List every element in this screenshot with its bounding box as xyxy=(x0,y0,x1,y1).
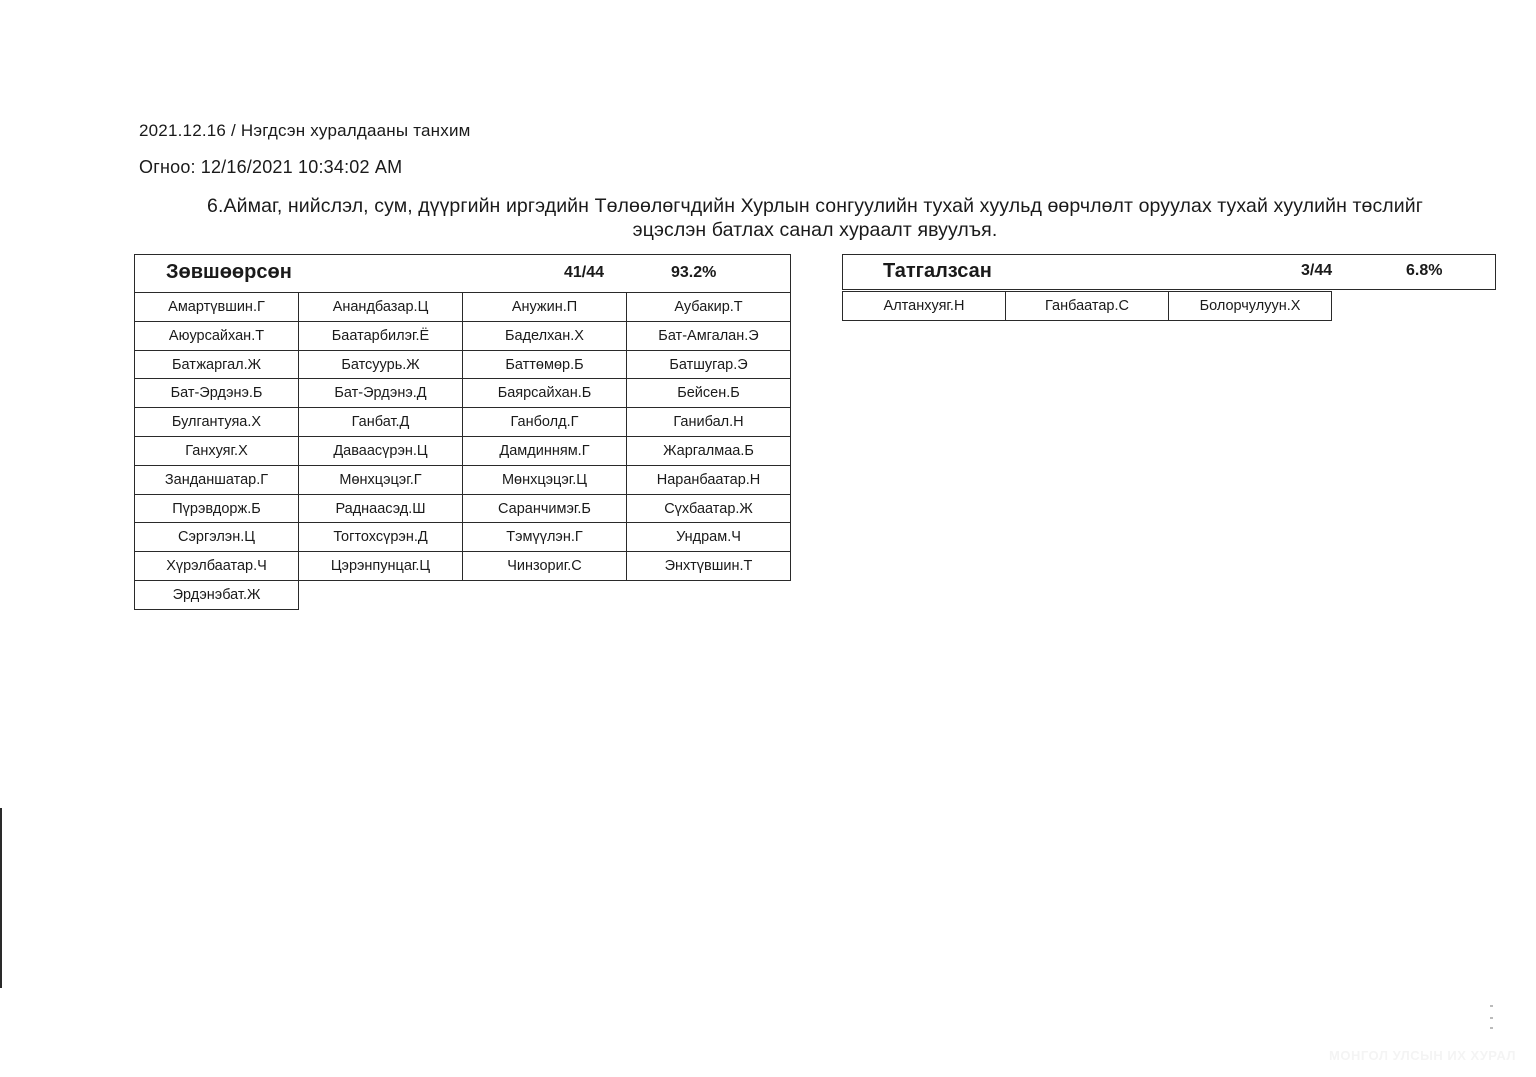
member-name-cell: Батсуурь.Ж xyxy=(298,350,463,380)
vote-title-line-1: 6.Аймаг, нийслэл, сум, дүүргийн иргэдийн Төлөөлөгчдийн Хурлын сонгуулийн тухай хуульд өөрчлөлт оруулах тухай хуулийн төслийг xyxy=(207,195,1423,217)
member-name-cell: Сэргэлэн.Ц xyxy=(134,522,299,552)
approved-percent: 93.2% xyxy=(671,264,717,281)
member-name-cell: Анужин.П xyxy=(462,292,627,322)
vote-title-line-2: эцэслэн батлах санал хураалт явуулъя. xyxy=(632,219,998,241)
timestamp-line xyxy=(139,157,402,178)
scan-dots xyxy=(1490,1005,1498,1031)
member-name-cell: Батшугар.Э xyxy=(626,350,791,380)
member-name-cell: Тэмүүлэн.Г xyxy=(462,522,627,552)
member-name-cell: Мөнхцэцэг.Ц xyxy=(462,465,627,495)
member-name-cell: Мөнхцэцэг.Г xyxy=(298,465,463,495)
member-name-cell: Сүхбаатар.Ж xyxy=(626,494,791,524)
member-name-cell: Энхтүвшин.Т xyxy=(626,551,791,581)
rejected-label: Татгалзсан xyxy=(883,260,992,282)
member-name-cell: Ганбаатар.С xyxy=(1005,291,1169,321)
member-name-cell: Ганибал.Н xyxy=(626,407,791,437)
member-name-cell: Бат-Эрдэнэ.Б xyxy=(134,378,299,408)
member-name-cell: Булгантуяа.Х xyxy=(134,407,299,437)
member-name-cell: Баделхан.Х xyxy=(462,321,627,351)
member-name-cell: Батжаргал.Ж xyxy=(134,350,299,380)
member-name-cell: Чинзориг.С xyxy=(462,551,627,581)
member-name-cell: Баттөмөр.Б xyxy=(462,350,627,380)
watermark: МОНГОЛ УЛСЫН ИХ ХУРАЛ xyxy=(1329,1048,1516,1063)
member-name-cell: Раднаасэд.Ш xyxy=(298,494,463,524)
member-name-cell: Даваасүрэн.Ц xyxy=(298,436,463,466)
member-name-cell: Занданшатар.Г xyxy=(134,465,299,495)
member-name-cell: Болорчулуун.Х xyxy=(1168,291,1332,321)
member-name-cell: Пүрэвдорж.Б xyxy=(134,494,299,524)
member-name-cell: Хүрэлбаатар.Ч xyxy=(134,551,299,581)
member-name-cell: Ганболд.Г xyxy=(462,407,627,437)
approved-header xyxy=(134,254,791,293)
timestamp-label: Огноо: xyxy=(139,157,196,177)
member-name-cell: Дамдинням.Г xyxy=(462,436,627,466)
rejected-percent: 6.8% xyxy=(1406,262,1443,279)
member-name-cell: Аюурсайхан.Т xyxy=(134,321,299,351)
scan-edge-mark xyxy=(0,808,2,988)
member-name-cell: Жаргалмаа.Б xyxy=(626,436,791,466)
member-name-cell: Цэрэнпунцаг.Ц xyxy=(298,551,463,581)
date-room-line: 2021.12.16 / Нэгдсэн хуралдааны танхим xyxy=(139,121,471,140)
member-name-cell: Алтанхуяг.Н xyxy=(842,291,1006,321)
member-name-cell: Бат-Амгалан.Э xyxy=(626,321,791,351)
member-name-cell: Ундрам.Ч xyxy=(626,522,791,552)
member-name-cell: Саранчимэг.Б xyxy=(462,494,627,524)
member-name-cell: Эрдэнэбат.Ж xyxy=(134,580,299,610)
timestamp-value: 12/16/2021 10:34:02 AM xyxy=(200,157,403,177)
approved-count: 41/44 xyxy=(564,264,605,281)
rejected-count: 3/44 xyxy=(1301,262,1333,279)
member-name-cell: Аубакир.Т xyxy=(626,292,791,322)
member-name-cell: Анандбазар.Ц xyxy=(298,292,463,322)
approved-label: Зөвшөөрсөн xyxy=(166,261,292,283)
member-name-cell: Бат-Эрдэнэ.Д xyxy=(298,378,463,408)
member-name-cell: Бейсен.Б xyxy=(626,378,791,408)
member-name-cell: Баатарбилэг.Ё xyxy=(298,321,463,351)
member-name-cell: Ганхуяг.Х xyxy=(134,436,299,466)
member-name-cell: Баярсайхан.Б xyxy=(462,378,627,408)
member-name-cell: Амартүвшин.Г xyxy=(134,292,299,322)
rejected-header xyxy=(842,254,1496,290)
vote-title xyxy=(150,194,1480,242)
member-name-cell: Ганбат.Д xyxy=(298,407,463,437)
member-name-cell: Тогтохсүрэн.Д xyxy=(298,522,463,552)
member-name-cell: Наранбаатар.Н xyxy=(626,465,791,495)
